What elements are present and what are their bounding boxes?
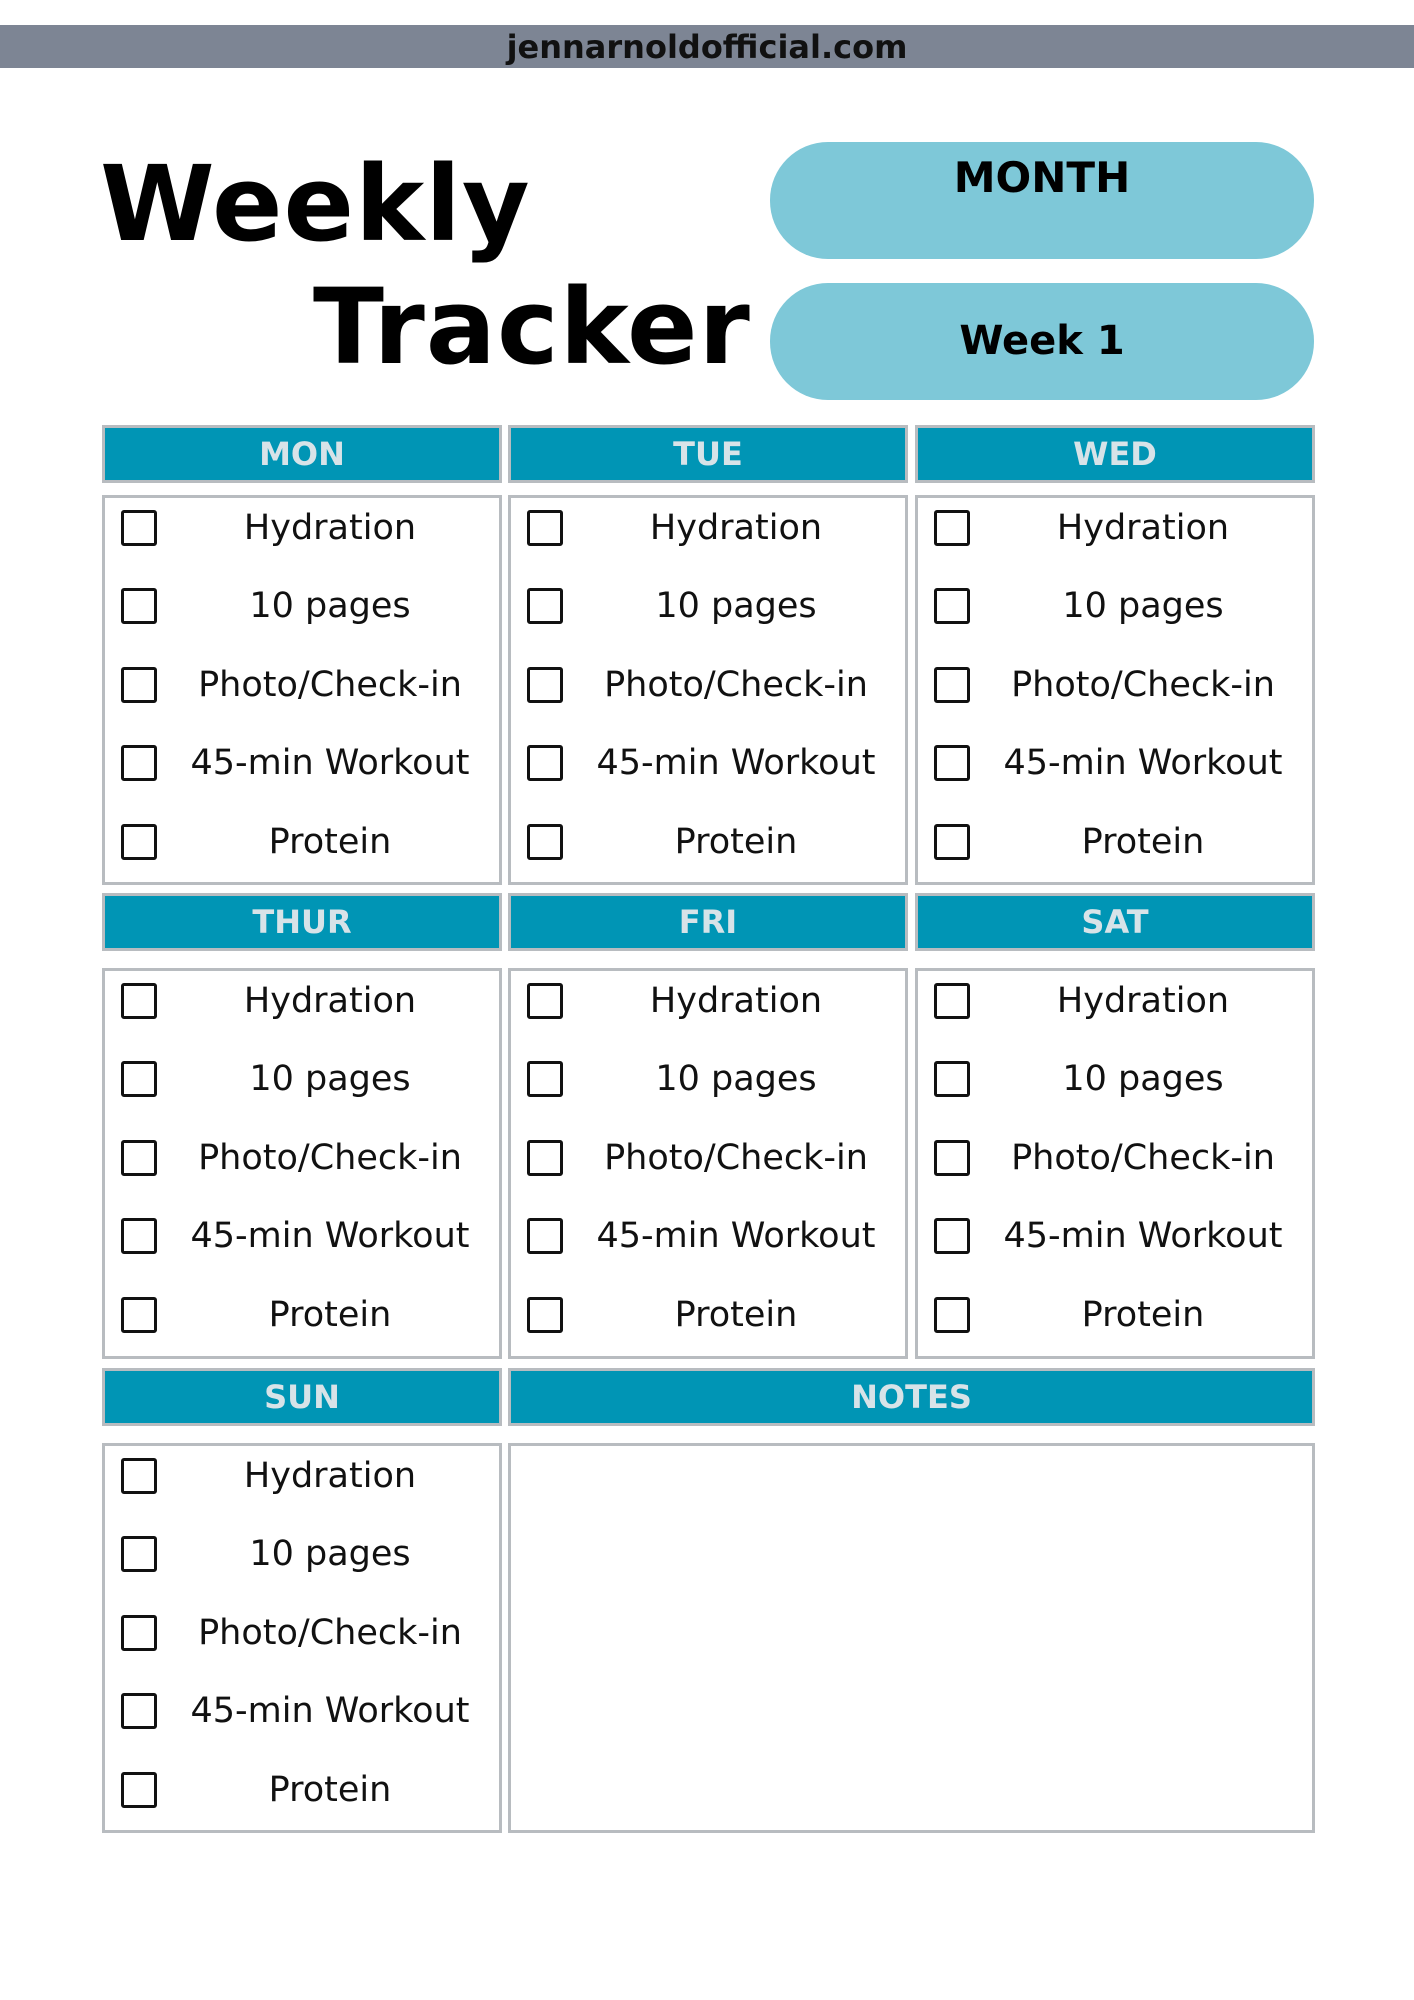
task-item [105, 1054, 499, 1104]
task-label: 10 pages [249, 1059, 411, 1099]
task-label: Protein [1081, 1295, 1205, 1335]
day-task-list-mon [102, 495, 502, 885]
day-task-list-sun [102, 1443, 502, 1833]
task-label: Hydration [243, 981, 417, 1021]
task-checkbox[interactable] [527, 1061, 563, 1097]
notes-area[interactable] [508, 1443, 1315, 1833]
task-checkbox[interactable] [121, 824, 157, 860]
task-checkbox[interactable] [121, 1218, 157, 1254]
task-label: Photo/Check-in [1011, 1138, 1275, 1178]
task-item [511, 1054, 905, 1104]
task-checkbox[interactable] [121, 1458, 157, 1494]
day-header-thur [102, 893, 502, 951]
site-banner [0, 25, 1414, 68]
task-item [105, 1290, 499, 1340]
month-field[interactable] [770, 142, 1314, 259]
task-label: Protein [268, 1295, 392, 1335]
month-label: MONTH [953, 153, 1131, 202]
task-item [105, 660, 499, 710]
page-title-line1: Weekly [100, 143, 531, 265]
week-label: Week 1 [959, 318, 1125, 364]
task-item [511, 976, 905, 1026]
task-checkbox[interactable] [527, 824, 563, 860]
task-item [511, 1133, 905, 1183]
task-checkbox[interactable] [121, 983, 157, 1019]
task-item [511, 817, 905, 867]
task-checkbox[interactable] [121, 1615, 157, 1651]
day-label: WED [1073, 435, 1157, 473]
task-checkbox[interactable] [934, 1140, 970, 1176]
task-checkbox[interactable] [527, 1140, 563, 1176]
task-label: 10 pages [655, 586, 817, 626]
day-label: MON [259, 435, 345, 473]
week-field[interactable] [770, 283, 1314, 400]
task-label: 45-min Workout [190, 1691, 470, 1731]
task-checkbox[interactable] [121, 1061, 157, 1097]
task-label: Hydration [649, 981, 823, 1021]
task-item [918, 1054, 1312, 1104]
task-label: 10 pages [249, 586, 411, 626]
task-checkbox[interactable] [527, 745, 563, 781]
task-item [105, 1608, 499, 1658]
task-label: 10 pages [655, 1059, 817, 1099]
task-item [511, 660, 905, 710]
task-label: 45-min Workout [1003, 1216, 1283, 1256]
task-checkbox[interactable] [934, 745, 970, 781]
task-item [105, 503, 499, 553]
day-task-list-sat [915, 968, 1315, 1359]
day-label: TUE [673, 435, 743, 473]
day-header-mon [102, 425, 502, 483]
day-label: SAT [1081, 903, 1149, 941]
task-label: Hydration [1056, 981, 1230, 1021]
task-label: 10 pages [1062, 586, 1224, 626]
task-label: Protein [268, 822, 392, 862]
task-item [105, 1686, 499, 1736]
task-item [918, 503, 1312, 553]
task-checkbox[interactable] [121, 745, 157, 781]
task-checkbox[interactable] [121, 1297, 157, 1333]
day-header-sat [915, 893, 1315, 951]
task-checkbox[interactable] [934, 667, 970, 703]
task-label: Hydration [1056, 508, 1230, 548]
task-item [511, 1290, 905, 1340]
day-header-tue [508, 425, 908, 483]
task-label: 45-min Workout [596, 743, 876, 783]
task-checkbox[interactable] [934, 983, 970, 1019]
task-label: Photo/Check-in [604, 665, 868, 705]
task-checkbox[interactable] [527, 667, 563, 703]
task-label: 45-min Workout [596, 1216, 876, 1256]
task-checkbox[interactable] [934, 588, 970, 624]
task-checkbox[interactable] [121, 1536, 157, 1572]
day-task-list-fri [508, 968, 908, 1359]
task-item [105, 1451, 499, 1501]
task-item [918, 1133, 1312, 1183]
task-label: Protein [268, 1770, 392, 1810]
task-checkbox[interactable] [527, 510, 563, 546]
task-item [105, 1211, 499, 1261]
page-title-line2: Tracker [313, 266, 751, 388]
task-item [918, 1290, 1312, 1340]
task-checkbox[interactable] [121, 667, 157, 703]
task-item [918, 817, 1312, 867]
task-label: 45-min Workout [190, 1216, 470, 1256]
notes-header [508, 1368, 1315, 1426]
task-checkbox[interactable] [934, 510, 970, 546]
task-item [918, 1211, 1312, 1261]
task-label: Hydration [649, 508, 823, 548]
day-header-fri [508, 893, 908, 951]
task-checkbox[interactable] [121, 1693, 157, 1729]
task-label: Photo/Check-in [198, 1613, 462, 1653]
task-label: Protein [1081, 822, 1205, 862]
task-label: Protein [674, 822, 798, 862]
task-label: Photo/Check-in [1011, 665, 1275, 705]
task-label: Hydration [243, 1456, 417, 1496]
task-checkbox[interactable] [121, 1772, 157, 1808]
task-label: 10 pages [1062, 1059, 1224, 1099]
task-checkbox[interactable] [934, 824, 970, 860]
task-item [511, 503, 905, 553]
task-item [105, 738, 499, 788]
day-task-list-thur [102, 968, 502, 1359]
task-label: 45-min Workout [190, 743, 470, 783]
task-checkbox[interactable] [934, 1297, 970, 1333]
task-item [511, 581, 905, 631]
day-task-list-wed [915, 495, 1315, 885]
day-header-wed [915, 425, 1315, 483]
task-checkbox[interactable] [527, 983, 563, 1019]
task-checkbox[interactable] [527, 1297, 563, 1333]
task-checkbox[interactable] [121, 1140, 157, 1176]
task-item [105, 1529, 499, 1579]
day-label: FRI [678, 903, 738, 941]
task-checkbox[interactable] [121, 588, 157, 624]
day-label: SUN [264, 1378, 340, 1416]
task-item [105, 1765, 499, 1815]
task-label: Protein [674, 1295, 798, 1335]
task-item [105, 817, 499, 867]
task-item [105, 976, 499, 1026]
task-item [105, 1133, 499, 1183]
day-task-list-tue [508, 495, 908, 885]
task-label: 45-min Workout [1003, 743, 1283, 783]
notes-label: NOTES [851, 1378, 972, 1416]
task-checkbox[interactable] [121, 510, 157, 546]
task-checkbox[interactable] [934, 1218, 970, 1254]
day-label: THUR [252, 903, 352, 941]
task-item [918, 660, 1312, 710]
task-item [105, 581, 499, 631]
task-label: Photo/Check-in [604, 1138, 868, 1178]
site-url: jennarnoldofficial.com [506, 28, 908, 66]
task-label: 10 pages [249, 1534, 411, 1574]
task-item [511, 738, 905, 788]
task-item [918, 738, 1312, 788]
task-label: Photo/Check-in [198, 665, 462, 705]
task-checkbox[interactable] [527, 588, 563, 624]
task-label: Photo/Check-in [198, 1138, 462, 1178]
task-label: Hydration [243, 508, 417, 548]
task-item [511, 1211, 905, 1261]
day-header-sun [102, 1368, 502, 1426]
task-checkbox[interactable] [527, 1218, 563, 1254]
task-item [918, 976, 1312, 1026]
task-checkbox[interactable] [934, 1061, 970, 1097]
task-item [918, 581, 1312, 631]
